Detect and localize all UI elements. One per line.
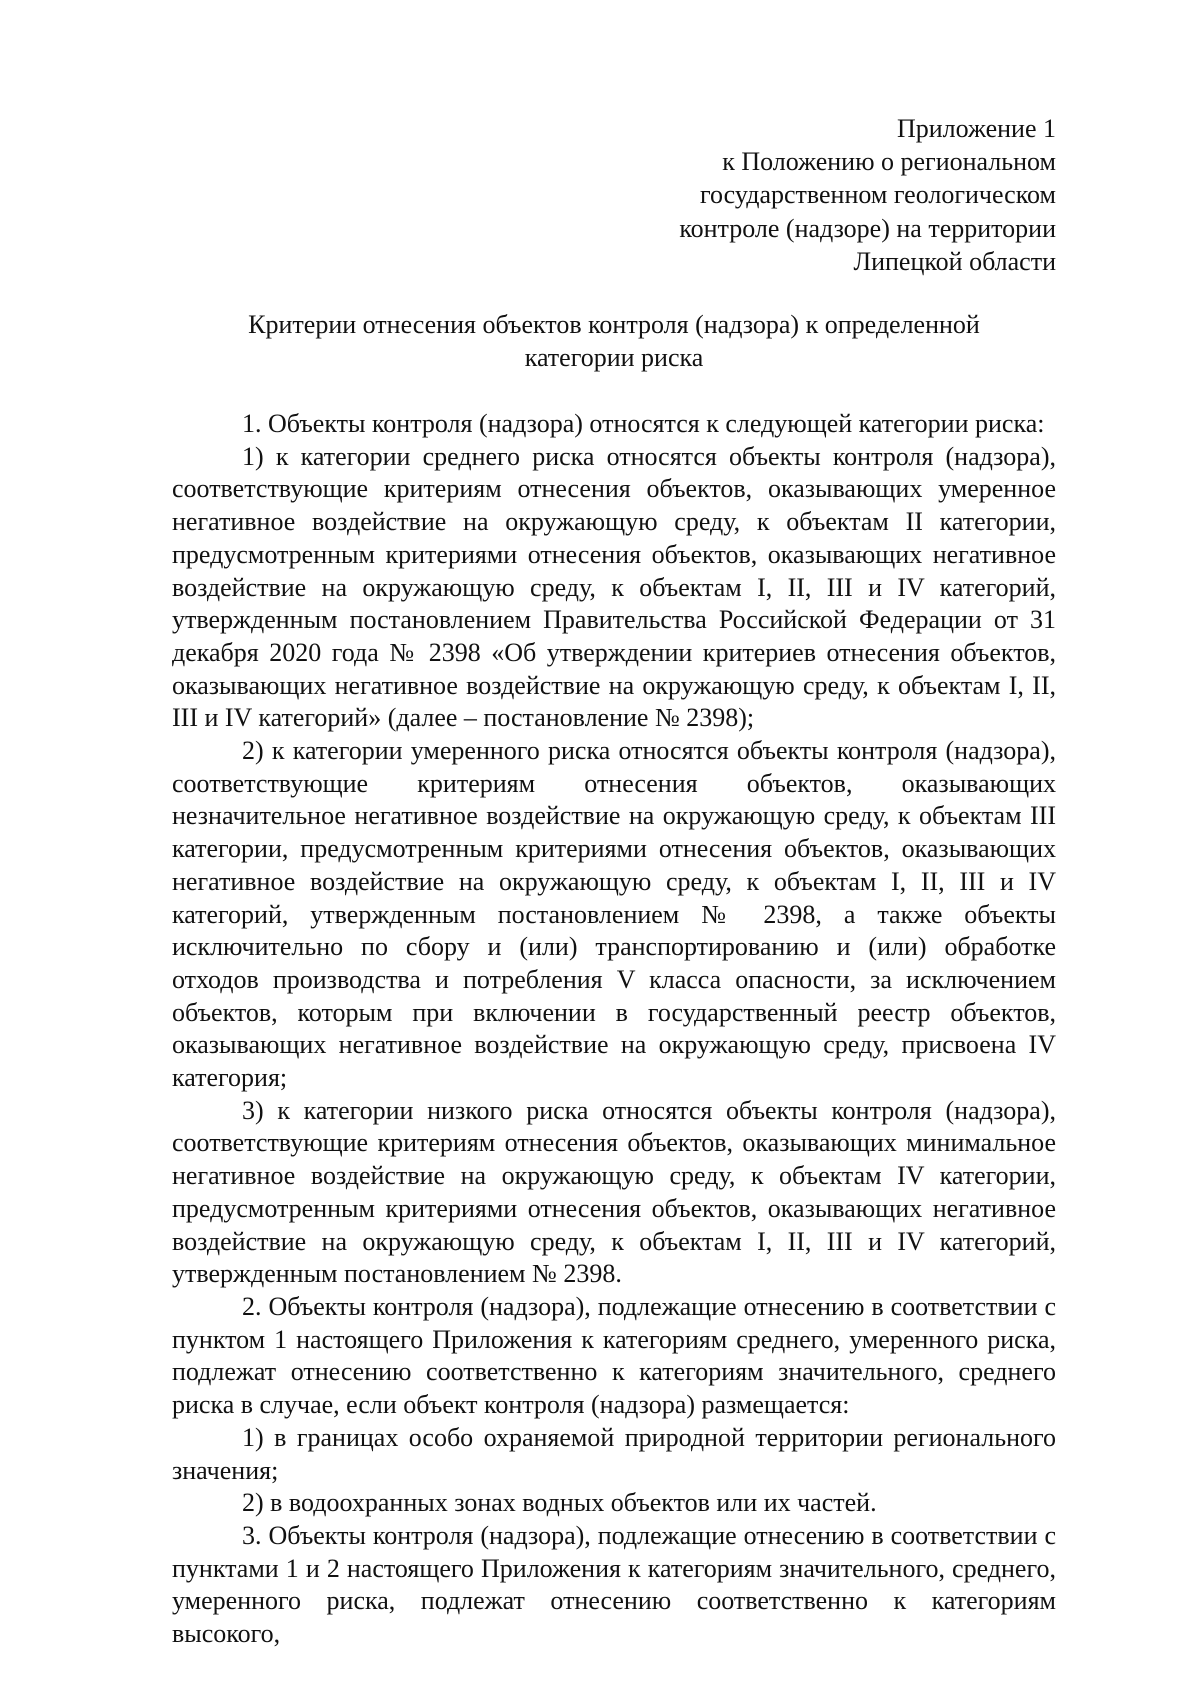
paragraph-subitem-1-2: 2) к категории умеренного риска относятся объекты контроля (надзора), соответствующие критериям отнесения объектов, оказывающих незначительное негативное воздействие на окружающую среду, к объектам III категории, предусмотренным критериями отнесения объектов, оказывающих негативное воздействие на окружающую среду, к объектам I, II, III и IV категорий, утвержденным постановлением № 2398, а также объекты исключительно по сбору и (или) транспортированию и (или) обработке отходов производства и потребления V класса опасности, за исключением объектов, которым при включении в государственный реестр объектов, оказывающих негативное воздействие на окружающую среду, присвоена IV категория; [172, 736, 1056, 1093]
paragraph-item-3: 3. Объекты контроля (надзора), подлежащие отнесению в соответствии с пунктами 1 и 2 настоящего Приложения к категориям значительного, среднего, умеренного риска, подлежат отнесению соответственно к категориям высокого, [172, 1520, 1056, 1649]
appendix-header-line: Приложение 1 [896, 114, 1056, 143]
paragraph-item-1: 1. Объекты контроля (надзора) относятся к следующей категории риска: [242, 409, 1045, 438]
paragraph-item-2: 2. Объекты контроля (надзора), подлежащие отнесению в соответствии с пунктом 1 настоящего Приложения к категориям среднего, умеренного риска, подлежат отнесению соответственно к категориям значительного, среднего риска в случае, если объект контроля (надзора) размещается: [172, 1291, 1056, 1420]
paragraph-subitem-1-3: 3) к категории низкого риска относятся объекты контроля (надзора), соответствующие критериям отнесения объектов, оказывающих минимальное негативное воздействие на окружающую среду, к объектам IV категории, предусмотренным критериями отнесения объектов, оказывающих негативное воздействие на окружающую среду, к объектам I, II, III и IV категорий, утвержденным постановлением № 2398. [172, 1095, 1056, 1289]
appendix-header-line: государственном геологическом [700, 180, 1056, 210]
paragraph-subitem-2-1: 1) в границах особо охраняемой природной территории регионального значения; [172, 1422, 1056, 1485]
document-title [172, 308, 1056, 374]
appendix-header-line: контроле (надзоре) на территории [679, 213, 1056, 243]
appendix-header [536, 112, 1056, 278]
appendix-header-line: Липецкой области [853, 246, 1056, 276]
document-title-line: категории риска [524, 343, 704, 372]
paragraph-subitem-1-1: 1) к категории среднего риска относятся объекты контроля (надзора), соответствующие критериям отнесения объектов, оказывающих умеренное негативное воздействие на окружающую среду, к объектам II категории, предусмотренным критериями отнесения объектов, оказывающих негативное воздействие на окружающую среду, к объектам I, II, III и IV категорий, утвержденным постановлением Правительства Российской Федерации от 31 декабря 2020 года № 2398 «Об утверждении критериев отнесения объектов, оказывающих негативное воздействие на окружающую среду, к объектам I, II, III и IV категорий» (далее – постановление № 2398); [172, 441, 1056, 733]
document-body [172, 408, 1056, 1651]
paragraph-subitem-2-2: 2) в водоохранных зонах водных объектов или их частей. [242, 1488, 877, 1518]
appendix-header-line: к Положению о региональном [722, 147, 1056, 177]
document-title-line: Критерии отнесения объектов контроля (надзора) к определенной [248, 310, 980, 339]
